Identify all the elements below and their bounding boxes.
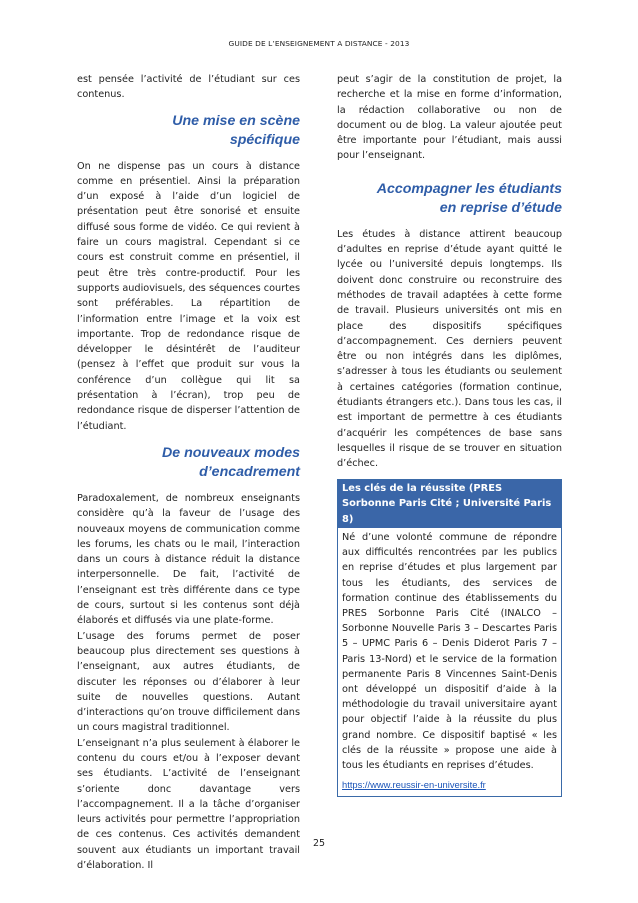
info-box-title: Les clés de la réussite (PRES Sorbonne Paris Cité ; Université Paris 8) bbox=[338, 480, 561, 529]
left-column bbox=[77, 72, 300, 873]
page-header: GUIDE DE L’ENSEIGNEMENT A DISTANCE - 2013 bbox=[228, 39, 410, 48]
paragraph: peut s’agir de la constitution de projet, la recherche et la mise en forme d’information, la rédaction collaborative ou non de document ou de blog. La valeur ajoutée peut être importante pour l’étudiant, mais aussi pour l’enseignant. bbox=[337, 74, 562, 162]
section-heading: Une mise en scène spécifique bbox=[172, 112, 300, 148]
website-link[interactable]: https://www.reussir-en-universite.fr bbox=[342, 779, 486, 791]
paragraph: Les études à distance attirent beaucoup d’adultes en reprise d’étude ayant quitté le lycée ou l’université depuis longtemps. Ils doivent donc construire ou reconstruire des méthodes de travail adaptées à cette forme de travail. Plusieurs universités ont mis en place des dispositifs spécifiques d’accompagnement. Ces derniers peuvent être ou non intégrés dans les diplômes, s’adresser à tous les étudiants ou seulement à certaines catégories (formation continue, étudiants étrangers etc.). Dans tous les cas, il est important de permettre à ces étudiants d’acquérir les compétences de base sans lesquelles il risque de se trouver en situation d’échec. bbox=[337, 228, 562, 470]
section-heading: De nouveaux modes d’encadrement bbox=[162, 444, 300, 480]
right-column bbox=[337, 72, 562, 797]
info-box-text: Né d’une volonté commune de répondre aux difficultés rencontrées par les publics en reprise d’études et plus largement par tous les étudiants, des services de formation continue des établissements du PRES Sorbonne Paris Cité (INALCO – Sorbonne Nouvelle Paris 3 – Descartes Paris 5 – UPMC Paris 6 – Denis Diderot Paris 7 – Paris 13-Nord) et le service de la formation permanente Paris 8 Vincennes Saint-Denis ont développé un dispositif d’aide à la méthodologie du travail universitaire ayant pour objectif l’aide à la réussite du plus grand nombre. Ce dispositif baptisé « les clés de la réussite » propose une aide à tous les étudiants en reprises d’études. bbox=[342, 532, 557, 772]
paragraph: On ne dispense pas un cours à distance comme en présentiel. Ainsi la préparation d’un exposé à l’aide d’un logiciel de présentation peut être sonorisé et ensuite diffusé sous forme de vidéo. Ce qui revient à faire un cours magistral. Cependant si ce cours est construit comme en présentiel, il peut être très contre-productif. Pour les supports audiovisuels, des séquences courtes sont préférables. La répartition de l’information entre l’image et la voix est importante. Trop de redondance risque de développer le désintérêt de l’auditeur (pensez à l’effet que produit sur vous la conférence d’un collègue qui lit sa présentation à l’écran), trop peu de redondance risque de disperser l’attention de l’étudiant. bbox=[77, 160, 300, 432]
paragraph: est pensée l’activité de l’étudiant sur ces contenus. bbox=[77, 74, 300, 101]
section-heading: Accompagner les étudiants en reprise d’étude bbox=[376, 180, 562, 216]
info-box bbox=[337, 479, 562, 798]
page-number: 25 bbox=[312, 838, 326, 849]
paragraph: L’enseignant n’a plus seulement à élaborer le contenu du cours et/ou à l’exposer devant ses étudiants. L’activité de l’enseignant s’oriente donc davantage vers l’accompagnement. Il a la tâche d’organiser leurs activités pour permettre l’appropriation de ces contenus. Ces activités demandent souvent aux étudiants un important travail d’élaboration. Il bbox=[77, 737, 300, 872]
paragraph: Paradoxalement, de nombreux enseignants considère qu’à la faveur de l’usage des nouveaux moyens de communication comme les forums, les chats ou le mail, l’interaction dans un cours à distance réduit la distance interpersonnelle. De fait, l’activité de l’enseignant est très différente dans ce type de cours, surtout si les contenus sont déjà élaborés et diffusés via une plate-forme. bbox=[77, 492, 300, 627]
paragraph: L’usage des forums permet de poser beaucoup plus directement ses questions à l’enseignant, aux autres étudiants, de discuter les réponses ou d’élaborer à leur suite de nouvelles questions. Autant d’interactions qu’on trouve difficilement dans un cours magistral traditionnel. bbox=[77, 630, 300, 734]
info-box-body bbox=[338, 528, 561, 796]
